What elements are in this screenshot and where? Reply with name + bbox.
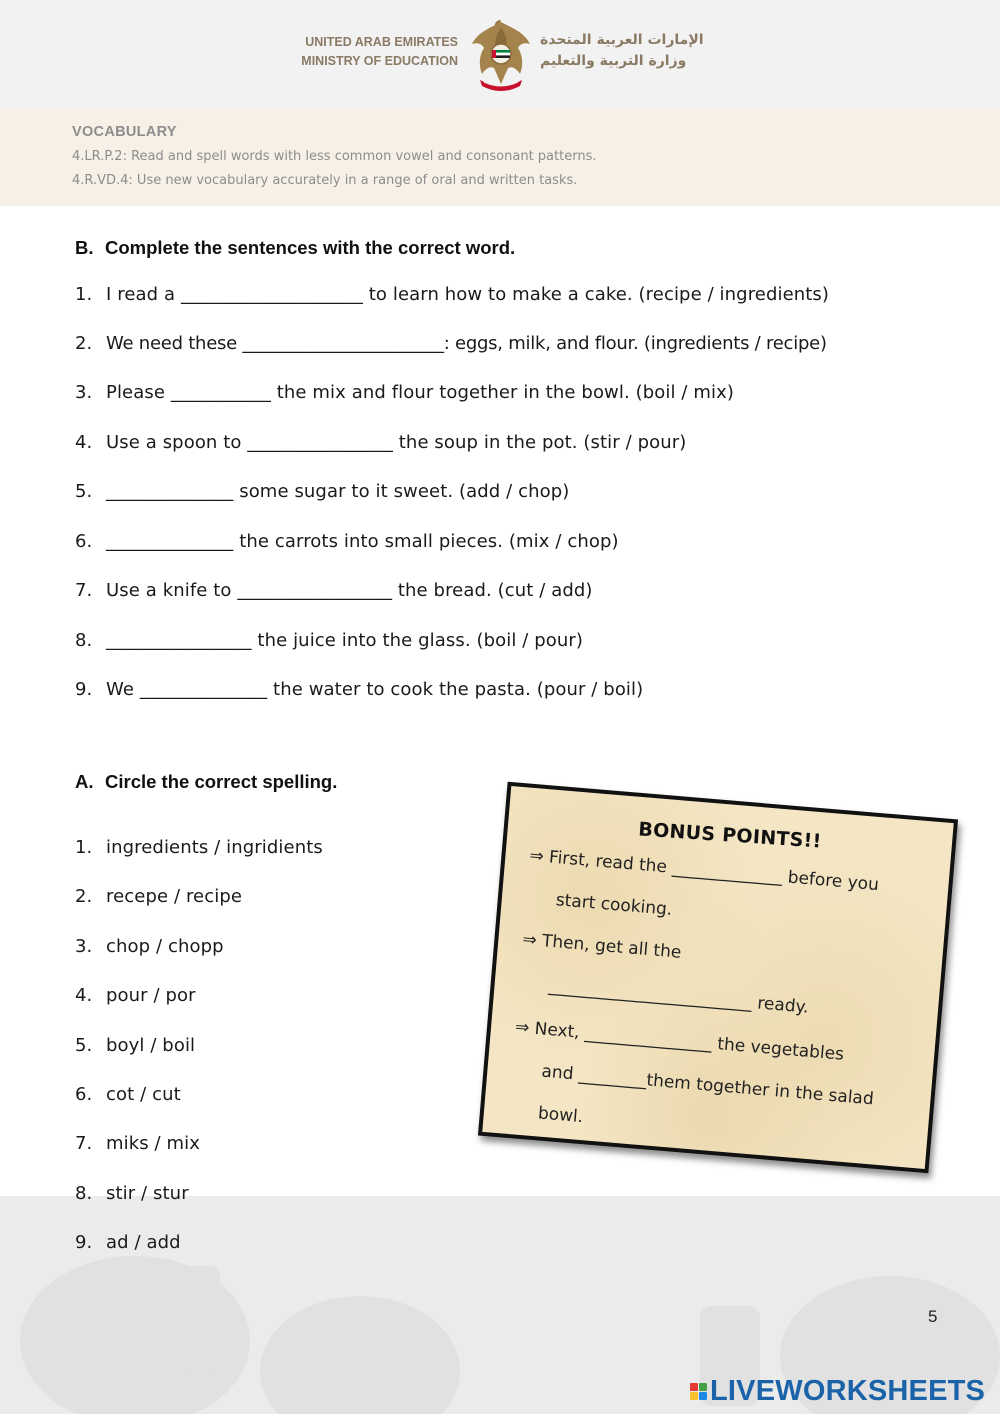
spelling-item-6[interactable] — [75, 1084, 181, 1105]
spelling-options: boyl / boil — [106, 1035, 196, 1056]
uae-falcon-emblem-icon — [470, 14, 532, 92]
item-number: 7. — [75, 580, 93, 601]
section-b-instruction: Complete the sentences with the correct word. — [105, 237, 516, 258]
item-number: 2. — [75, 333, 93, 354]
org-ar-line2: وزارة التربية والتعليم — [540, 53, 687, 69]
page-number: 5 — [928, 1307, 938, 1326]
sentence-text: ________________ the juice into the glass. (boil / pour) — [106, 630, 584, 651]
sentence-item-6[interactable] — [75, 531, 619, 552]
bonus-line-then-blank[interactable]: ________________________ ready. — [547, 975, 810, 1018]
org-en-line2: MINISTRY OF EDUCATION — [301, 54, 458, 68]
item-number: 1. — [75, 284, 93, 305]
liveworksheets-icon — [690, 1383, 707, 1400]
item-number: 9. — [75, 679, 93, 700]
spelling-options: pour / por — [106, 985, 196, 1006]
org-ar-line1: الإمارات العربية المتحدة — [540, 32, 704, 48]
liveworksheets-logo[interactable] — [690, 1374, 985, 1408]
item-number: 1. — [75, 837, 93, 858]
ministry-name-english — [293, 33, 458, 71]
bonus-line-next[interactable]: ⇒ Next, _______________ the vegetables — [514, 1017, 845, 1065]
spelling-options: ad / add — [106, 1232, 181, 1253]
sentence-text: We need these _______________________: eggs, milk, and flour. (ingredients / recipe) — [106, 333, 827, 354]
spelling-item-2[interactable] — [75, 886, 242, 907]
item-number: 3. — [75, 936, 93, 957]
liveworksheets-brand: LIVEWORKSHEETS — [710, 1374, 986, 1407]
spelling-item-4[interactable] — [75, 985, 196, 1006]
sentence-item-1[interactable] — [75, 284, 829, 305]
spelling-options: recepe / recipe — [106, 886, 243, 907]
spelling-options: stir / stur — [106, 1183, 189, 1204]
standard-vocabulary-use: 4.R.VD.4: Use new vocabulary accurately in a range of oral and written tasks. — [72, 173, 578, 188]
spelling-options: chop / chopp — [106, 936, 224, 957]
sentence-item-3[interactable] — [75, 382, 734, 403]
vocabulary-title: VOCABULARY — [72, 124, 177, 140]
section-b-title — [75, 237, 515, 259]
item-number: 4. — [75, 985, 93, 1006]
item-number: 7. — [75, 1133, 93, 1154]
bonus-line-then: ⇒ Then, get all the — [521, 929, 683, 963]
sentence-item-4[interactable] — [75, 432, 686, 453]
item-number: 4. — [75, 432, 93, 453]
org-en-line1: UNITED ARAB EMIRATES — [305, 35, 458, 49]
section-a-letter: A. — [75, 771, 94, 792]
sentence-item-2[interactable] — [75, 333, 827, 354]
standard-reading-spelling: 4.LR.P.2: Read and spell words with less common vowel and consonant patterns. — [72, 149, 597, 164]
sentence-item-9[interactable] — [75, 679, 643, 700]
item-number: 9. — [75, 1232, 93, 1253]
item-number: 6. — [75, 1084, 93, 1105]
sentence-text: Use a spoon to ________________ the soup in the pot. (stir / pour) — [106, 432, 687, 453]
bonus-points-card — [478, 782, 958, 1174]
section-b-letter: B. — [75, 237, 94, 258]
item-number: 5. — [75, 1035, 93, 1056]
spelling-item-9[interactable] — [75, 1232, 181, 1253]
sentence-item-7[interactable] — [75, 580, 593, 601]
sentence-item-8[interactable] — [75, 630, 583, 651]
sentence-text: We ______________ the water to cook the pasta. (pour / boil) — [106, 679, 644, 700]
bonus-line-next-end: bowl. — [537, 1103, 584, 1128]
item-number: 8. — [75, 630, 93, 651]
bonus-line-first-cont: start cooking. — [555, 890, 674, 920]
bonus-line-next-cont[interactable]: and ________them together in the salad — [540, 1061, 875, 1110]
item-number: 8. — [75, 1183, 93, 1204]
spelling-item-3[interactable] — [75, 936, 224, 957]
spelling-item-8[interactable] — [75, 1183, 189, 1204]
item-number: 5. — [75, 481, 93, 502]
sentence-text: ______________ the carrots into small pieces. (mix / chop) — [106, 531, 619, 552]
spelling-options: miks / mix — [106, 1133, 201, 1154]
item-number: 6. — [75, 531, 93, 552]
faded-bottle-shape — [180, 1266, 220, 1376]
spelling-item-1[interactable] — [75, 837, 323, 858]
bonus-line-first[interactable]: ⇒ First, read the _____________ before you — [528, 845, 880, 896]
faded-bowl-shape — [260, 1296, 460, 1414]
sentence-item-5[interactable] — [75, 481, 569, 502]
spelling-options: ingredients / ingridients — [106, 837, 323, 858]
section-a-title — [75, 771, 337, 793]
bonus-title: BONUS POINTS!! — [637, 818, 823, 853]
sentence-text: Please ___________ the mix and flour together in the bowl. (boil / mix) — [106, 382, 735, 403]
sentence-text: I read a ____________________ to learn how to make a cake. (recipe / ingredients) — [106, 284, 830, 305]
spelling-options: cot / cut — [106, 1084, 181, 1105]
section-a-instruction: Circle the correct spelling. — [105, 771, 338, 792]
spelling-item-5[interactable] — [75, 1035, 195, 1056]
item-number: 2. — [75, 886, 93, 907]
spelling-item-7[interactable] — [75, 1133, 200, 1154]
sentence-text: ______________ some sugar to it sweet. (add / chop) — [106, 481, 570, 502]
ministry-name-arabic — [540, 30, 710, 72]
item-number: 3. — [75, 382, 93, 403]
sentence-text: Use a knife to _________________ the bread. (cut / add) — [106, 580, 593, 601]
